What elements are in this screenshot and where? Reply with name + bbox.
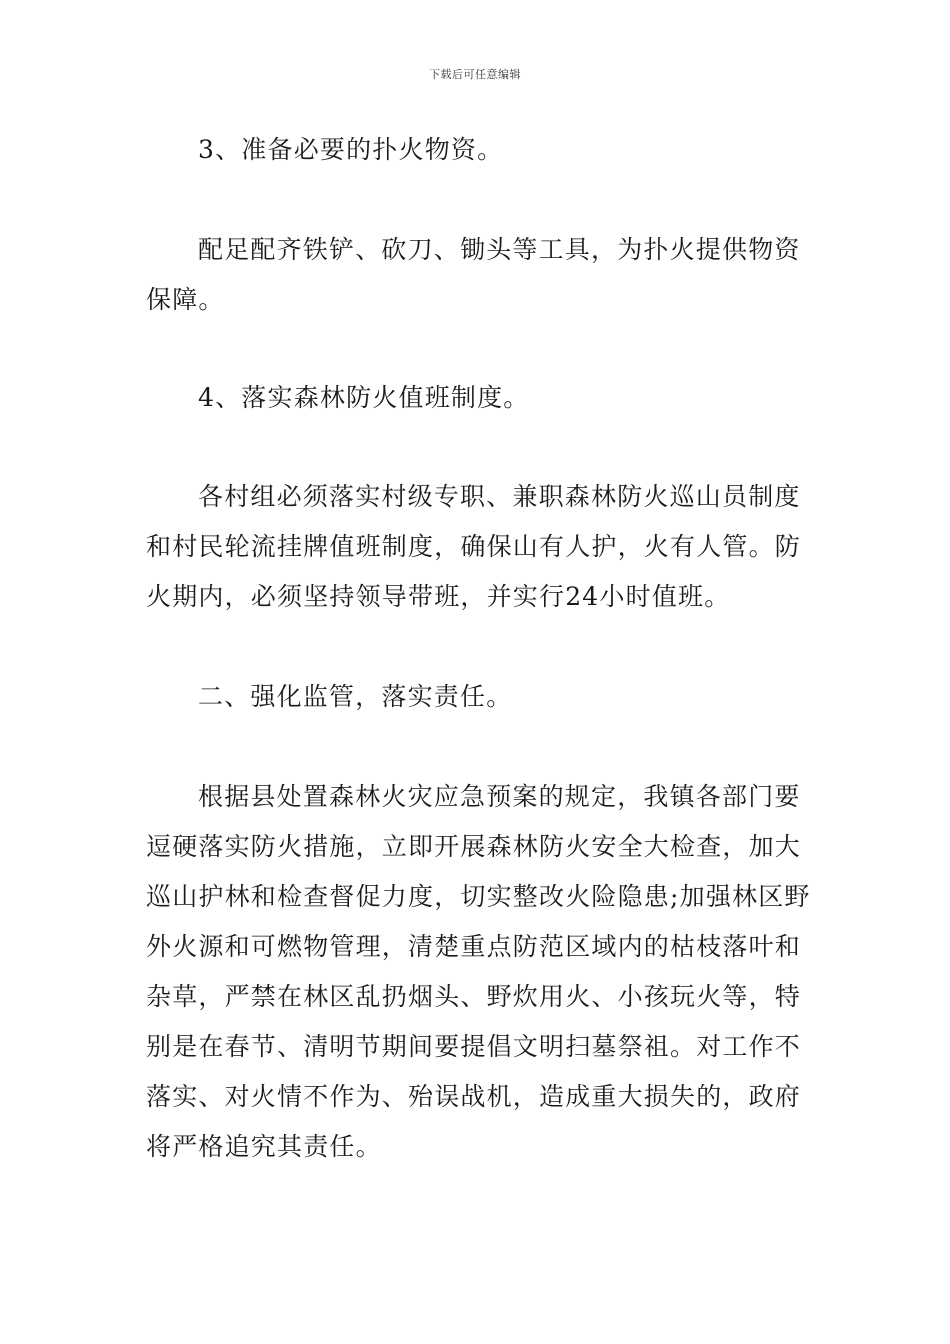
text-line: 别是在春节、清明节期间要提倡文明扫墓祭祖。对工作不 [146, 1032, 802, 1061]
page-header-note: 下载后可任意编辑 [429, 68, 521, 81]
text-line: 4、落实森林防火值班制度。 [198, 383, 530, 412]
text-line: 逗硬落实防火措施，立即开展森林防火安全大检查，加大 [146, 832, 802, 861]
text-line: 各村组必须落实村级专职、兼职森林防火巡山员制度 [198, 482, 801, 511]
text-line: 火期内，必须坚持领导带班，并实行24小时值班。 [146, 582, 731, 611]
paragraph-heading-3 [146, 125, 808, 175]
paragraph-heading-4 [146, 373, 808, 423]
paragraph-section-2-heading [146, 672, 808, 722]
paragraph-supplies [146, 225, 808, 325]
text-line: 和村民轮流挂牌值班制度，确保山有人护，火有人管。防 [146, 532, 802, 561]
text-line: 保障。 [146, 285, 225, 314]
text-line: 巡山护林和检查督促力度，切实整改火险隐患;加强林区野 [146, 882, 811, 911]
paragraph-duty-system [146, 472, 808, 622]
paragraph-supervision [146, 772, 811, 1172]
text-line: 落实、对火情不作为、殆误战机，造成重大损失的，政府 [146, 1082, 802, 1111]
text-line: 配足配齐铁铲、砍刀、锄头等工具，为扑火提供物资 [198, 235, 801, 264]
text-line: 杂草，严禁在林区乱扔烟头、野炊用火、小孩玩火等，特 [146, 982, 802, 1011]
text-line: 外火源和可燃物管理，清楚重点防范区域内的枯枝落叶和 [146, 932, 802, 961]
text-line: 根据县处置森林火灾应急预案的规定，我镇各部门要 [198, 782, 801, 811]
text-line: 将严格追究其责任。 [146, 1132, 382, 1161]
text-line: 3、准备必要的扑火物资。 [198, 135, 504, 164]
text-line: 二、强化监管，落实责任。 [198, 682, 513, 711]
